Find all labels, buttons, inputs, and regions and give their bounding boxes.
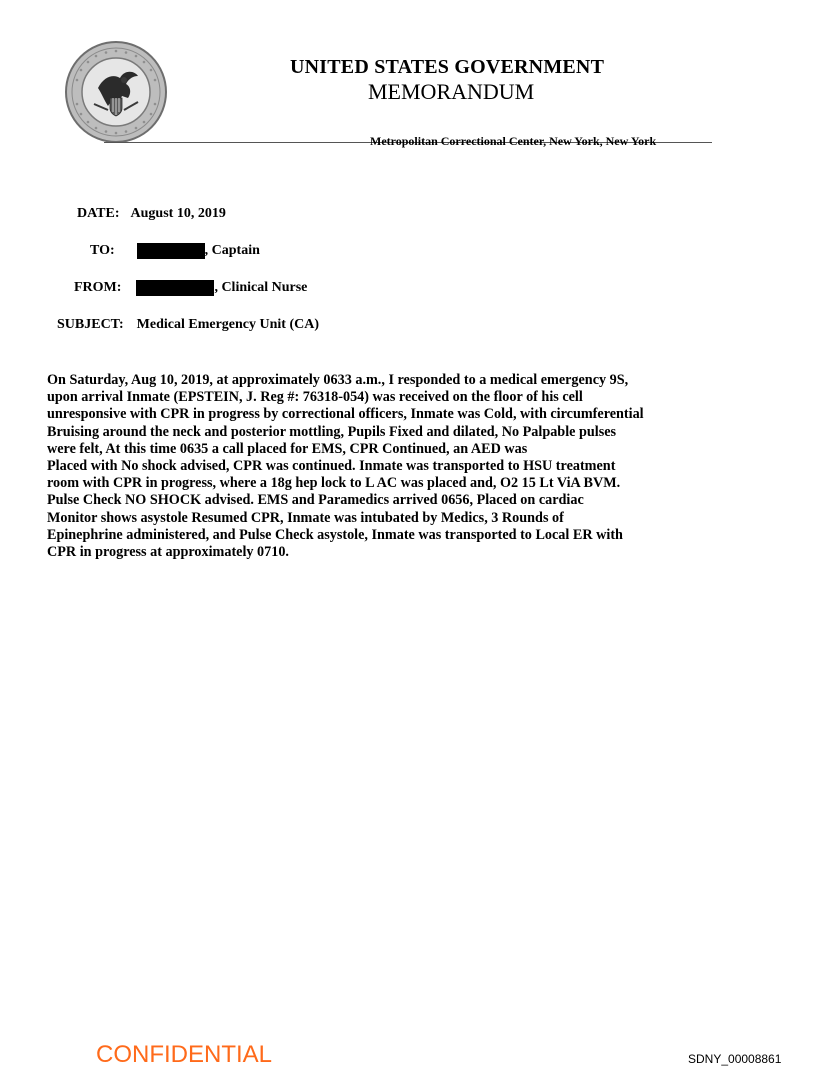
body-line: On Saturday, Aug 10, 2019, at approximately 0633 a.m., I responded to a medical emergency 9S, bbox=[47, 372, 629, 388]
date-field bbox=[77, 206, 226, 222]
body-line: unresponsive with CPR in progress by correctional officers, Inmate was Cold, with circumferential bbox=[47, 406, 644, 423]
body-line: upon arrival Inmate (EPSTEIN, J. Reg #: 76318-054) was received on the floor of his cell bbox=[47, 389, 583, 406]
body-line: Bruising around the neck and posterior mottling, Pupils Fixed and dilated, No Palpable pulses bbox=[47, 423, 617, 440]
from-field bbox=[74, 280, 307, 296]
from-value: , Clinical Nurse bbox=[214, 280, 308, 295]
body-line: CPR in progress at approximately 0710. bbox=[47, 544, 289, 561]
subject-field bbox=[57, 317, 319, 333]
header-title: UNITED STATES GOVERNMENT bbox=[290, 56, 605, 78]
to-field bbox=[90, 243, 260, 259]
body-line: were felt, At this time 0635 a call placed for EMS, CPR Continued, an AED was bbox=[47, 440, 528, 457]
header-subtitle: MEMORANDUM bbox=[368, 79, 535, 104]
date-value: August 10, 2019 bbox=[130, 206, 226, 221]
redaction-box bbox=[137, 243, 205, 259]
subject-value: Medical Emergency Unit (CA) bbox=[136, 317, 319, 332]
redaction-box bbox=[136, 280, 214, 296]
confidential-stamp: CONFIDENTIAL bbox=[96, 1041, 273, 1068]
to-label: TO: bbox=[90, 243, 115, 258]
from-label: FROM: bbox=[74, 280, 122, 295]
to-value: , Captain bbox=[204, 243, 260, 258]
body-line: Pulse Check NO SHOCK advised. EMS and Paramedics arrived 0656, Placed on cardiac bbox=[47, 492, 584, 509]
body-line: Placed with No shock advised, CPR was continued. Inmate was transported to HSU treatment bbox=[47, 458, 616, 475]
body-line: Monitor shows asystole Resumed CPR, Inmate was intubated by Medics, 3 Rounds of bbox=[47, 509, 564, 526]
body-line: Epinephrine administered, and Pulse Check asystole, Inmate was transported to Local ER with bbox=[47, 526, 623, 543]
date-label: DATE: bbox=[77, 206, 120, 221]
doj-seal-icon bbox=[64, 40, 168, 144]
subject-label: SUBJECT: bbox=[57, 317, 124, 332]
body-line: room with CPR in progress, where a 18g hep lock to L AC was placed and, O2 15 Lt ViA BVM. bbox=[47, 475, 621, 492]
bates-number: SDNY_00008861 bbox=[688, 1052, 782, 1066]
memo-body bbox=[47, 372, 777, 561]
header-location: Metropolitan Correctional Center, New York, New York bbox=[370, 134, 657, 148]
